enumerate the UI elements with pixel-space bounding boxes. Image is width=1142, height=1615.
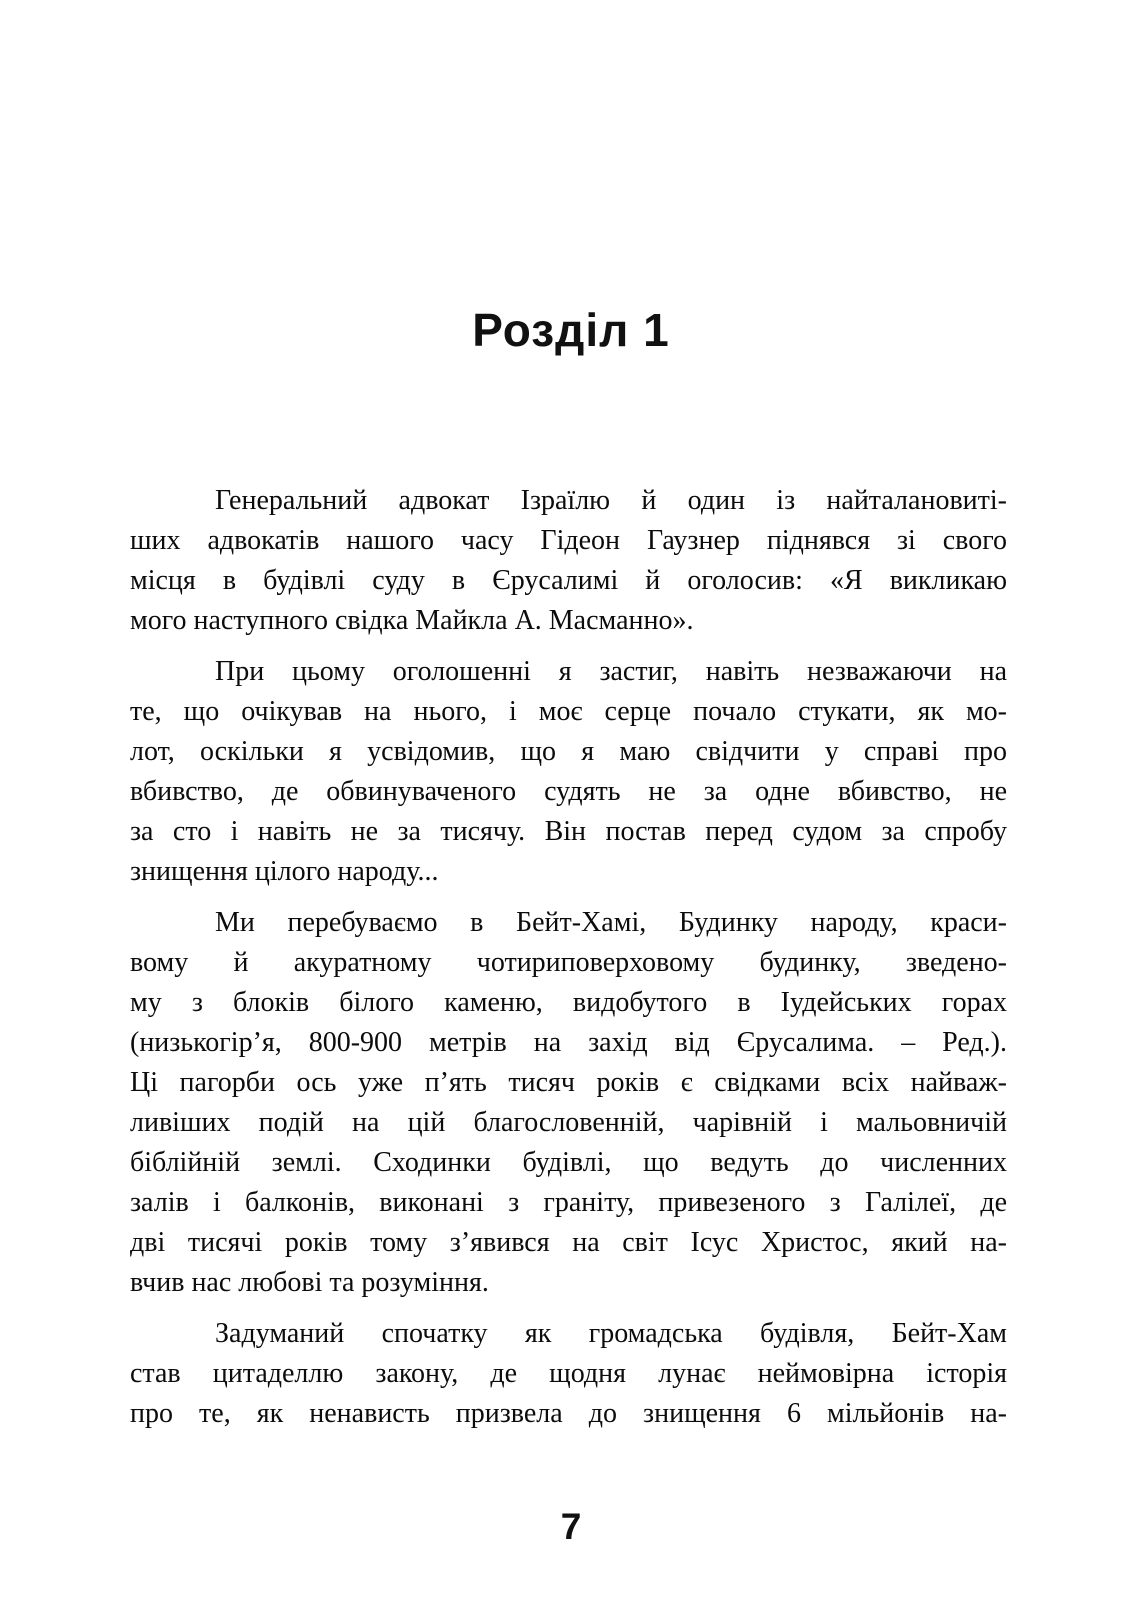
text-line: Задуманий спочатку як громадська будівля, Бейт-Хам <box>215 1318 1007 1349</box>
text-line: вому й акуратному чотириповерховому будинку, зведено- <box>130 947 1007 978</box>
text-line: за сто і навіть не за тисячу. Він постав перед судом за спробу <box>130 816 1007 847</box>
text-line: Ці пагорби ось уже п’ять тисяч років є свідками всіх найваж- <box>130 1067 1007 1098</box>
text-line: ливіших подій на цій благословенній, чарівній і мальовничій <box>130 1107 1007 1138</box>
paragraph <box>130 481 1007 641</box>
text-line: му з блоків білого каменю, видобутого в Іудейських горах <box>130 987 1007 1018</box>
text-line: лот, оскільки я усвідомив, що я маю свідчити у справі про <box>130 736 1007 767</box>
paragraph <box>130 652 1007 892</box>
text-line: При цьому оголошенні я застиг, навіть незважаючи на <box>215 656 1007 687</box>
text-line: біблійній землі. Сходинки будівлі, що ведуть до численних <box>130 1147 1007 1178</box>
text-line: Ми перебуваємо в Бейт-Хамі, Будинку народу, краси- <box>215 907 1007 938</box>
text-line: (низькогір’я, 800-900 метрів на захід від Єрусалима. – Ред.). <box>130 1027 1007 1058</box>
paragraph <box>130 903 1007 1303</box>
text-line: Генеральний адвокат Ізраїлю й один із найталановиті- <box>215 485 1007 516</box>
text-line: вбивство, де обвинуваченого судять не за одне вбивство, не <box>130 776 1007 807</box>
text-line: знищення цілого народу... <box>130 856 439 887</box>
paragraph <box>130 1314 1007 1434</box>
text-line: став цитаделлю закону, де щодня лунає неймовірна історія <box>130 1358 1007 1389</box>
text-line: залів і балконів, виконані з граніту, привезеного з Галілеї, де <box>130 1187 1007 1218</box>
body-text <box>130 481 1007 1445</box>
page-number: 7 <box>560 1506 582 1547</box>
text-line: вчив нас любові та розуміння. <box>130 1267 489 1298</box>
text-line: дві тисячі років тому з’явився на світ Ісус Христос, який на- <box>130 1227 1007 1258</box>
chapter-title: Розділ 1 <box>472 304 670 356</box>
text-line: місця в будівлі суду в Єрусалимі й оголосив: «Я викликаю <box>130 565 1007 596</box>
text-line: ших адвокатів нашого часу Гідеон Гаузнер піднявся зі свого <box>130 525 1007 556</box>
text-line: про те, як ненависть призвела до знищення 6 мільйонів на- <box>130 1398 1007 1429</box>
text-line: мого наступного свідка Майкла А. Масманно». <box>130 605 694 636</box>
text-line: те, що очікував на нього, і моє серце почало стукати, як мо- <box>130 696 1007 727</box>
